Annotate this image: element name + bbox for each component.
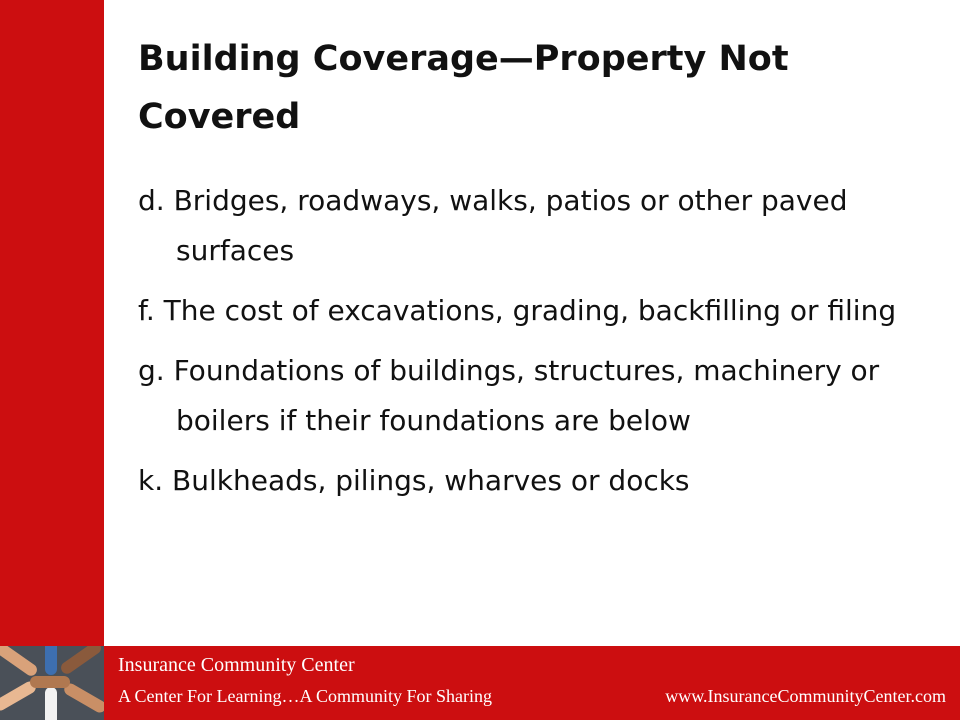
footer-tagline: A Center For Learning…A Community For Sharing <box>118 686 492 706</box>
list-item: k. Bulkheads, pilings, wharves or docks <box>138 464 690 497</box>
bullet-list <box>138 176 928 516</box>
footer-organization: Insurance Community Center <box>118 654 355 676</box>
footer-bar <box>0 646 960 720</box>
list-item: f. The cost of excavations, grading, backfilling or filing <box>138 294 897 327</box>
left-accent-bar <box>0 0 104 646</box>
list-item: d. Bridges, roadways, walks, patios or other paved surfaces <box>138 184 848 267</box>
list-item: g. Foundations of buildings, structures, machinery or boilers if their foundations are below <box>138 354 880 437</box>
slide-title: Building Coverage—Property Not Covered <box>138 39 789 137</box>
team-hands-photo-icon <box>0 646 104 720</box>
footer-url-link[interactable]: www.InsuranceCommunityCenter.com <box>665 686 946 706</box>
